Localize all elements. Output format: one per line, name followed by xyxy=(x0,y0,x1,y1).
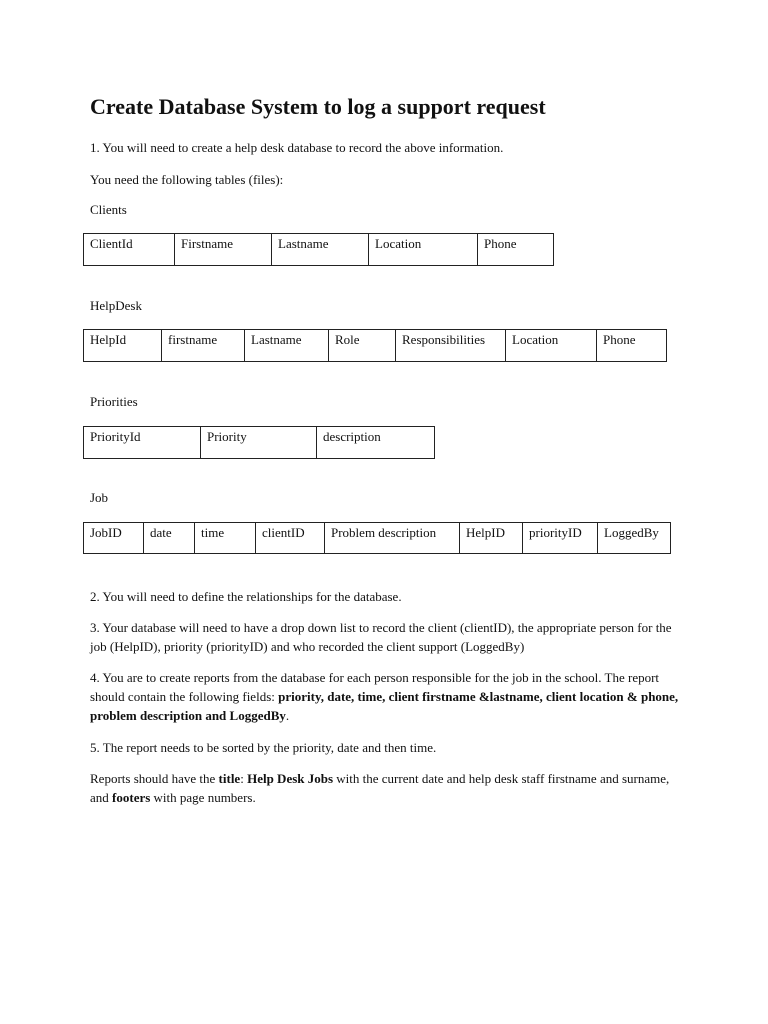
priorities-table-label: Priorities xyxy=(90,394,138,409)
column-header: Problem description xyxy=(325,523,460,554)
column-header: firstname xyxy=(162,330,245,362)
step-3-text: 3. Your database will need to have a drop down list to record the client (clientID), the appropriate person for the job (HelpID), priority (priorityID) and who recorded the client support (LoggedBy) xyxy=(90,620,672,654)
reports-text-c: with the current date and help desk staff firstname and surname, and xyxy=(90,771,670,805)
job-table xyxy=(83,522,671,554)
step-1-text: 1. You will need to create a help desk database to record the above information. xyxy=(90,140,504,155)
reports-title-word: title xyxy=(218,771,241,786)
column-header: description xyxy=(317,427,435,459)
column-header: Firstname xyxy=(175,234,272,266)
helpdesk-table-label: HelpDesk xyxy=(90,298,142,313)
column-header: date xyxy=(144,523,195,554)
column-header: Location xyxy=(506,330,597,362)
column-header: Priority xyxy=(201,427,317,459)
column-header: Location xyxy=(369,234,478,266)
job-table-label: Job xyxy=(90,490,109,505)
column-header: ClientId xyxy=(84,234,175,266)
column-header: Lastname xyxy=(245,330,329,362)
reports-text xyxy=(90,769,680,807)
reports-text-b: : xyxy=(240,771,248,786)
reports-title-value: Help Desk Jobs xyxy=(247,771,334,786)
column-header: clientID xyxy=(256,523,325,554)
table-row xyxy=(84,427,435,459)
step-4-intro: 4. You are to create reports from the database for each person responsible for the job in the school. The report should contain the following fields: xyxy=(90,670,660,704)
clients-table-label: Clients xyxy=(90,202,127,217)
column-header: Phone xyxy=(597,330,667,362)
step-4-fields: priority, date, time, client firstname &lastname, client location & phone, problem description and LoggedBy xyxy=(90,689,679,723)
reports-text-a: Reports should have the xyxy=(90,771,219,786)
step-2-text: 2. You will need to define the relationships for the database. xyxy=(90,589,402,604)
clients-table xyxy=(83,233,554,266)
column-header: LoggedBy xyxy=(598,523,671,554)
column-header: Phone xyxy=(478,234,554,266)
column-header: Responsibilities xyxy=(396,330,506,362)
step-5-text: 5. The report needs to be sorted by the priority, date and then time. xyxy=(90,740,437,755)
table-row xyxy=(84,234,554,266)
column-header: HelpID xyxy=(460,523,523,554)
column-header: Role xyxy=(329,330,396,362)
column-header: PriorityId xyxy=(84,427,201,459)
table-row xyxy=(84,330,667,362)
column-header: time xyxy=(195,523,256,554)
column-header: HelpId xyxy=(84,330,162,362)
reports-text-d: with page numbers. xyxy=(150,790,256,805)
helpdesk-table xyxy=(83,329,667,362)
page-title: Create Database System to log a support request xyxy=(90,94,546,119)
priorities-table xyxy=(83,426,435,459)
table-row xyxy=(84,523,671,554)
column-header: priorityID xyxy=(523,523,598,554)
reports-footers-word: footers xyxy=(112,790,151,805)
column-header: Lastname xyxy=(272,234,369,266)
tables-needed-text: You need the following tables (files): xyxy=(90,172,284,187)
step-4-text xyxy=(90,668,680,725)
step-4-end: . xyxy=(285,708,290,723)
column-header: JobID xyxy=(84,523,144,554)
